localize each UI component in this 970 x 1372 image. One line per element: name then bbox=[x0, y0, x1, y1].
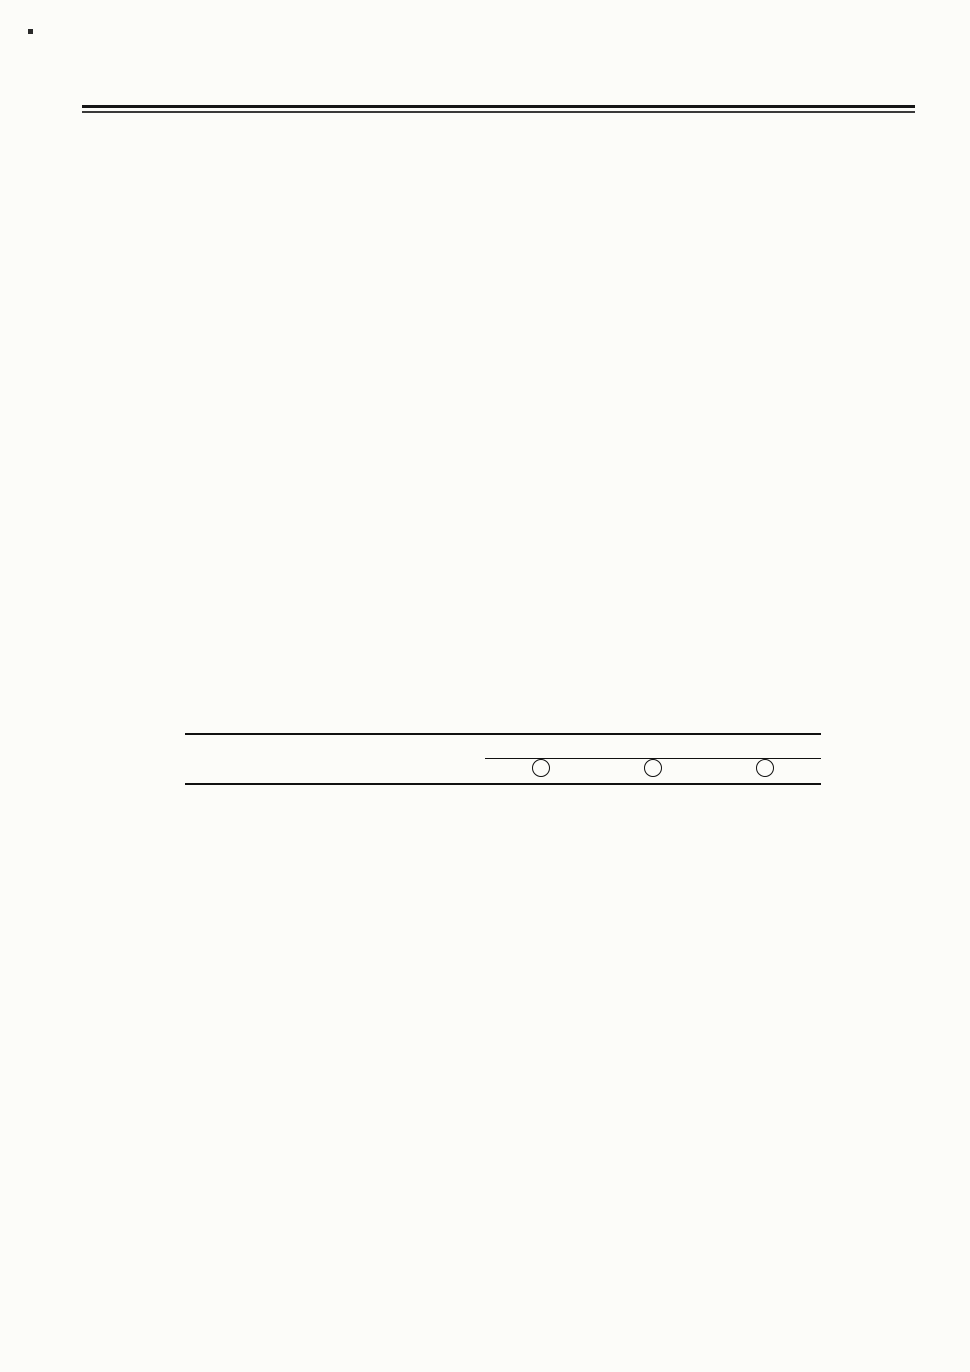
col-header-strength bbox=[485, 734, 821, 759]
col-header-sample-2 bbox=[597, 759, 709, 785]
col-header-sample-1 bbox=[485, 759, 597, 785]
section-heading bbox=[88, 200, 114, 225]
scan-speck bbox=[28, 29, 33, 34]
header-rule-thin bbox=[82, 111, 915, 113]
circled-number-3 bbox=[756, 759, 774, 777]
circled-number-2 bbox=[644, 759, 662, 777]
header-rule-thick bbox=[82, 105, 915, 108]
water8848-logo bbox=[838, 1317, 964, 1321]
col-header-ratio bbox=[335, 734, 485, 784]
col-header-cement bbox=[185, 734, 335, 784]
col-header-sample-3 bbox=[709, 759, 821, 785]
figure-xrd bbox=[250, 298, 755, 646]
circled-number-1 bbox=[532, 759, 550, 777]
strength-table bbox=[185, 733, 821, 785]
xrd-chart bbox=[250, 298, 755, 646]
